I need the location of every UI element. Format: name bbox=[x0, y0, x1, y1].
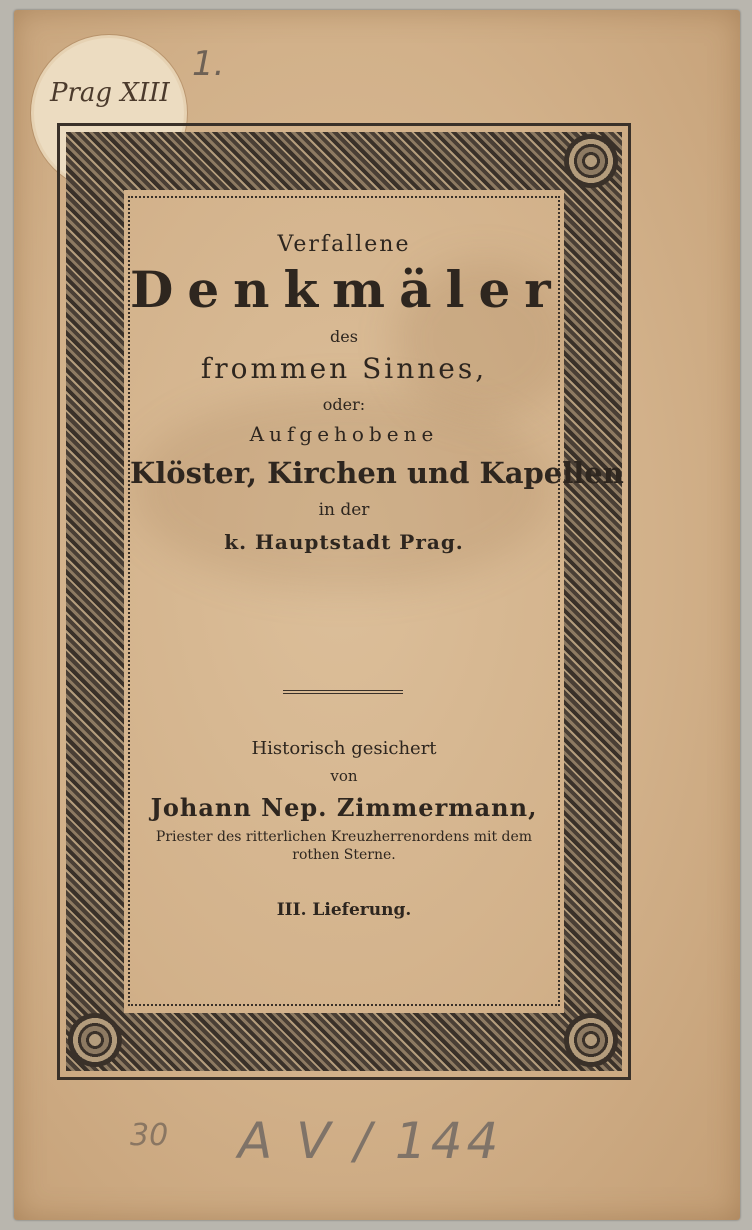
author-block bbox=[130, 738, 558, 920]
pencil-note: 30 bbox=[130, 1118, 169, 1153]
author-line-historisch: Historisch gesichert bbox=[251, 738, 437, 759]
author-line-von: von bbox=[330, 767, 358, 785]
title-line-des: des bbox=[330, 327, 358, 346]
label-number: 55. bbox=[114, 130, 153, 158]
title-line-verfallene: Verfallene bbox=[277, 232, 411, 257]
corner-rosette bbox=[564, 134, 618, 188]
title-line-denkmaeler: Denkmäler bbox=[130, 260, 565, 319]
title-line-aufgehobene: Aufgehobene bbox=[249, 422, 439, 446]
author-name: Johann Nep. Zimmermann, bbox=[150, 793, 538, 822]
title-line-kloester: Klöster, Kirchen und Kapellen bbox=[130, 456, 624, 490]
label-signature: Prag XIII bbox=[50, 78, 170, 108]
title-block bbox=[130, 232, 624, 554]
shelfmark: A V / 144 bbox=[238, 1112, 503, 1170]
part-number: III. Lieferung. bbox=[276, 900, 412, 921]
divider-rule bbox=[283, 690, 403, 694]
title-line-hauptstadt: k. Hauptstadt Prag. bbox=[224, 530, 464, 554]
title-line-oder: oder: bbox=[322, 395, 366, 414]
title-line-in-der: in der bbox=[318, 500, 370, 520]
author-title: Priester des ritterlichen Kreuzherrenordens mit dem rothen Sterne. bbox=[155, 829, 533, 864]
corner-mark: 1. bbox=[192, 44, 225, 84]
corner-rosette bbox=[68, 1013, 122, 1067]
corner-rosette bbox=[564, 1013, 618, 1067]
title-line-frommen-sinnes: frommen Sinnes, bbox=[200, 352, 488, 385]
